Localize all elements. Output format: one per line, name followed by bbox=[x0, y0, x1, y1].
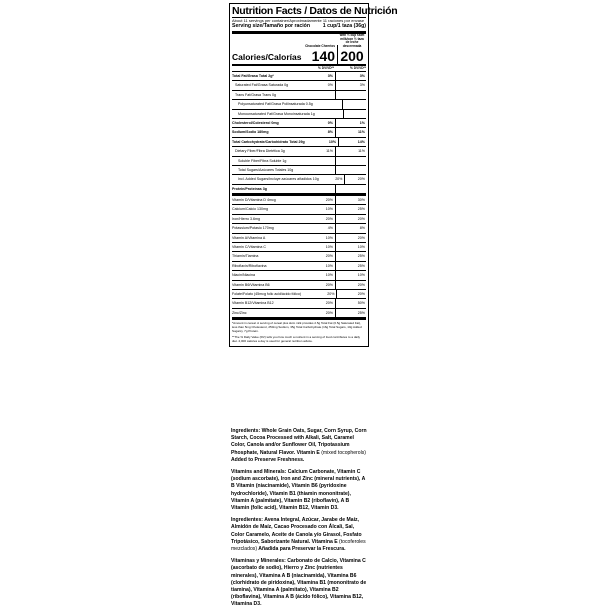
row-label: Zinc/Zinc bbox=[232, 310, 247, 315]
row-label: Protein/Proteínas 3g bbox=[232, 186, 267, 191]
row-label: Iron/Hierro 3.6mg bbox=[232, 216, 260, 221]
row-label: Riboflavin/Riboflavina bbox=[232, 263, 267, 268]
row-dv-col1: 10% bbox=[298, 234, 336, 242]
row-dv-col1: 20% bbox=[301, 290, 337, 298]
ingredients-es-tail: Añadida para Preservar la Frescura. bbox=[258, 546, 346, 553]
col2-header: with ½ cup skim milk/con ½ taza de leche descremada bbox=[339, 32, 365, 49]
row-dv-col1: 20% bbox=[298, 281, 336, 289]
panel-title: Nutrition Facts / Datos de Nutrición bbox=[232, 5, 398, 17]
row-label: Thiamin/Tiamina bbox=[232, 254, 259, 259]
row-dv-col1 bbox=[298, 157, 336, 165]
nutrient-row bbox=[232, 166, 366, 175]
row-dv-col1 bbox=[315, 110, 344, 118]
row-dv-col2 bbox=[336, 166, 366, 174]
nutrient-rows bbox=[232, 72, 366, 196]
row-label: Potassium/Potasio 170mg bbox=[232, 226, 274, 231]
calories-col1-value: 140 bbox=[311, 48, 336, 64]
row-dv-col2: 10% bbox=[357, 273, 365, 278]
vitamin-row bbox=[232, 252, 366, 261]
row-label: Vitamin D/Vitamina D 4mcg bbox=[232, 198, 276, 203]
row-dv-col1: 20% bbox=[298, 309, 336, 317]
footnote bbox=[232, 318, 366, 344]
row-dv-col1: 4% bbox=[298, 224, 336, 232]
row-label: Trans Fat/Grasa Trans 0g bbox=[235, 92, 277, 97]
vitamin-row bbox=[232, 215, 366, 224]
row-dv-col1: 0% bbox=[298, 81, 336, 89]
vitamins-minerals-es: Vitaminas y Minerales: Carbonato de Calcio, Vitamina C (ascorbato de sodio), Hierro y Zinc (nutrientes minerales), Vitamina A B (niacinamida), Vitamina B6 (clorhidrato de piridoxina), Vitamina B1 (mononitrato de tiamina), Vitamina A (palmitato), Vitamina B2 (riboflavina), Vitamina A B (ácido fólico), Vitamina B12, Vitamina D3. bbox=[231, 558, 367, 608]
row-dv-col2: 14% bbox=[357, 139, 365, 144]
row-dv-col1: 10% bbox=[298, 243, 336, 251]
row-label: Cholesterol/Colesterol 0mg bbox=[232, 120, 279, 125]
servings-per-container: About 11 servings per container/Aproximadamente 11 raciones por envase bbox=[232, 18, 365, 23]
ingredients-en-text: Ingredients: Whole Grain Oats, Sugar, Corn Syrup, Corn Starch, Cocoa Processed with Alkali, Salt, Caramel Color, Canola and/or Sunflower Oil, Tripotassium Phosphate, Natural Flavor. Vitamin E bbox=[231, 428, 367, 456]
row-dv-col2 bbox=[336, 157, 366, 165]
row-label: Niacin/Niacina bbox=[232, 273, 255, 278]
row-label: Total Carbohydrate/Carbohidrato Total 29g bbox=[232, 139, 305, 144]
ingredients-es-note: (tocoferoles mezclados) bbox=[231, 538, 366, 553]
row-dv-col2 bbox=[336, 185, 366, 193]
row-dv-col2: 3% bbox=[359, 74, 365, 78]
row-dv-col2: 8% bbox=[359, 226, 365, 231]
row-label: Vitamin B12/Vitamina B12 bbox=[232, 301, 274, 306]
row-dv-col2 bbox=[344, 110, 366, 118]
row-dv-col1: 20% bbox=[298, 299, 336, 307]
row-dv-col2: 25% bbox=[357, 310, 365, 315]
row-dv-col1 bbox=[298, 185, 336, 193]
row-dv-col1 bbox=[298, 166, 336, 174]
dv-header-col2: % DV/VD** bbox=[350, 66, 366, 70]
row-label: Vitamin C/Vitamina C bbox=[232, 245, 267, 250]
row-dv-col1: 20% bbox=[298, 196, 336, 204]
calories-col1 bbox=[301, 45, 338, 64]
vitamin-row bbox=[232, 271, 366, 280]
footnote-2: **The % Daily Value (DV) tells you how much a nutrient in a serving of food contributes to a daily diet. 2,000 calories a day is used for general nutrition advice. bbox=[232, 334, 361, 343]
nutrient-row bbox=[232, 72, 366, 81]
serving-size-label: Serving size/Tamaño por ración bbox=[232, 23, 311, 29]
row-dv-col2: 3% bbox=[359, 83, 365, 88]
row-label: Vitamin A/Vitamina A bbox=[232, 235, 266, 240]
row-dv-col1: 3% bbox=[298, 72, 336, 80]
row-dv-col1 bbox=[298, 91, 336, 99]
row-label: Soluble Fiber/Fibra Soluble 1g bbox=[238, 158, 287, 163]
vitamin-row bbox=[232, 262, 366, 271]
row-dv-col2: 11% bbox=[358, 130, 365, 135]
row-label: Total Sugars/Azúcares Totales 10g bbox=[238, 167, 294, 172]
nutrient-row bbox=[232, 119, 366, 128]
row-dv-col2: 20% bbox=[357, 291, 365, 296]
dv-header-col1: % DV/VD** bbox=[318, 66, 334, 70]
row-dv-col1: 20% bbox=[298, 215, 336, 223]
row-label: Dietary Fiber/Fibra Dietética 3g bbox=[235, 149, 285, 154]
row-dv-col1: 10% bbox=[305, 138, 339, 146]
nutrient-row bbox=[232, 100, 366, 109]
row-dv-col2: 50% bbox=[357, 301, 365, 306]
nutrient-row bbox=[232, 110, 366, 119]
row-dv-col1: 8% bbox=[298, 128, 336, 136]
row-dv-col1: 20% bbox=[319, 175, 346, 183]
row-dv-col1: 10% bbox=[298, 262, 336, 270]
row-dv-col2: 20% bbox=[357, 235, 365, 240]
calories-header bbox=[232, 34, 366, 66]
row-dv-col1: 11% bbox=[298, 147, 336, 155]
row-dv-col2: 11% bbox=[358, 149, 365, 154]
row-dv-col2: 30% bbox=[357, 198, 365, 203]
row-dv-col1 bbox=[313, 100, 343, 108]
vitamin-row bbox=[232, 196, 366, 205]
row-label: Saturated Fat/Grasa Saturada 0g bbox=[235, 83, 289, 88]
vitamin-row bbox=[232, 205, 366, 214]
row-dv-col2: 20% bbox=[357, 216, 365, 221]
vitamin-row bbox=[232, 243, 366, 252]
vitamin-rows bbox=[232, 196, 366, 318]
ingredients-es bbox=[231, 517, 367, 553]
ingredients-es-text: Ingredientes: Avena Integral, Azúcar, Jarabe de Maíz, Almidón de Maíz, Cacao Procesado con Álcali, Sal, Color Caramelo, Aceite de Canola y/o Girasol, Fosfato Tripotásico, Saborizante Natural. Vitamina E bbox=[231, 517, 362, 545]
vitamin-row bbox=[232, 290, 366, 299]
nutrient-row bbox=[232, 185, 366, 196]
row-dv-col2: 25% bbox=[357, 254, 365, 259]
ingredients-en-tail: Added to Preserve Freshness. bbox=[231, 456, 305, 463]
ingredients-block bbox=[231, 428, 367, 614]
nutrient-row bbox=[232, 138, 366, 147]
calories-label: Calories/Calorías bbox=[232, 52, 302, 62]
nutrient-row bbox=[232, 91, 366, 100]
row-label: Monounsaturated Fat/Grasa Monoinsaturada 1g bbox=[238, 111, 315, 116]
vitamin-row bbox=[232, 234, 366, 243]
row-dv-col2 bbox=[343, 100, 366, 108]
ingredients-en-note: (mixed tocopherols) bbox=[321, 449, 366, 456]
row-label: Folate/Folato (45mcg folic acid/ácido fólico) bbox=[232, 291, 302, 296]
row-dv-col2: 1% bbox=[359, 120, 365, 125]
nutrition-facts-panel bbox=[229, 3, 398, 347]
row-dv-col1: 0% bbox=[298, 119, 336, 127]
col1-header: Chocolate Cheerios bbox=[305, 44, 336, 49]
row-dv-col1: 10% bbox=[298, 271, 336, 279]
nutrient-row bbox=[232, 175, 366, 184]
vitamin-row bbox=[232, 281, 366, 290]
nutrient-row bbox=[232, 128, 366, 137]
nutrient-row bbox=[232, 157, 366, 166]
row-dv-col2: 20% bbox=[357, 177, 365, 182]
vitamin-row bbox=[232, 224, 366, 233]
row-label: Calcium/Calcio 130mg bbox=[232, 207, 268, 212]
calories-col2 bbox=[338, 34, 366, 64]
serving-size-value: 1 cup/1 taza (36g) bbox=[322, 23, 366, 29]
row-label: Polyunsaturated Fat/Grasa Poliinsaturada 0.5g bbox=[238, 102, 313, 107]
row-dv-col2: 25% bbox=[357, 207, 365, 212]
row-dv-col1: 10% bbox=[298, 205, 336, 213]
row-label: Sodium/Sodio 180mg bbox=[232, 130, 269, 135]
calories-col2-value: 200 bbox=[340, 48, 364, 64]
row-label: Incl. Added Sugars/Incluye azúcares añadidos 10g bbox=[238, 177, 319, 182]
vitamins-minerals-en: Vitamins and Minerals: Calcium Carbonate, Vitamin C (sodium ascorbate), Iron and Zinc (mineral nutrients), A B Vitamin (niacinamide), Vitamin B6 (pyridoxine hydrochloride), Vitamin B1 (thiamin mononitrate), Vitamin A (palmitate), Vitamin B2 (riboflavin), A B Vitamin (folic acid), Vitamin B12, Vitamin D3. bbox=[231, 469, 366, 512]
row-dv-col2: 25% bbox=[357, 263, 365, 268]
vitamin-row bbox=[232, 309, 366, 318]
row-label: Total Fat/Grasa Total 2g* bbox=[232, 74, 274, 78]
row-dv-col2: 10% bbox=[357, 245, 365, 250]
vitamin-row bbox=[232, 299, 366, 308]
row-dv-col2: 20% bbox=[357, 282, 365, 287]
footnote-1: *Amount in cereal. A serving of cereal plus skim milk provides 2.5g Total Fat (0.5g Saturated Fat), less than 5mg Cholesterol, 250mg Sodium, 35g Total Carbohydrate (16g Total Sugars, 10g Added Sugars), 7g Protein. bbox=[232, 321, 362, 333]
nutrient-row bbox=[232, 147, 366, 156]
row-dv-col1: 20% bbox=[298, 252, 336, 260]
row-dv-col2 bbox=[336, 91, 366, 99]
nutrient-row bbox=[232, 81, 366, 90]
ingredients-en bbox=[231, 428, 367, 464]
row-label: Vitamin B6/Vitamina B6 bbox=[232, 282, 270, 287]
